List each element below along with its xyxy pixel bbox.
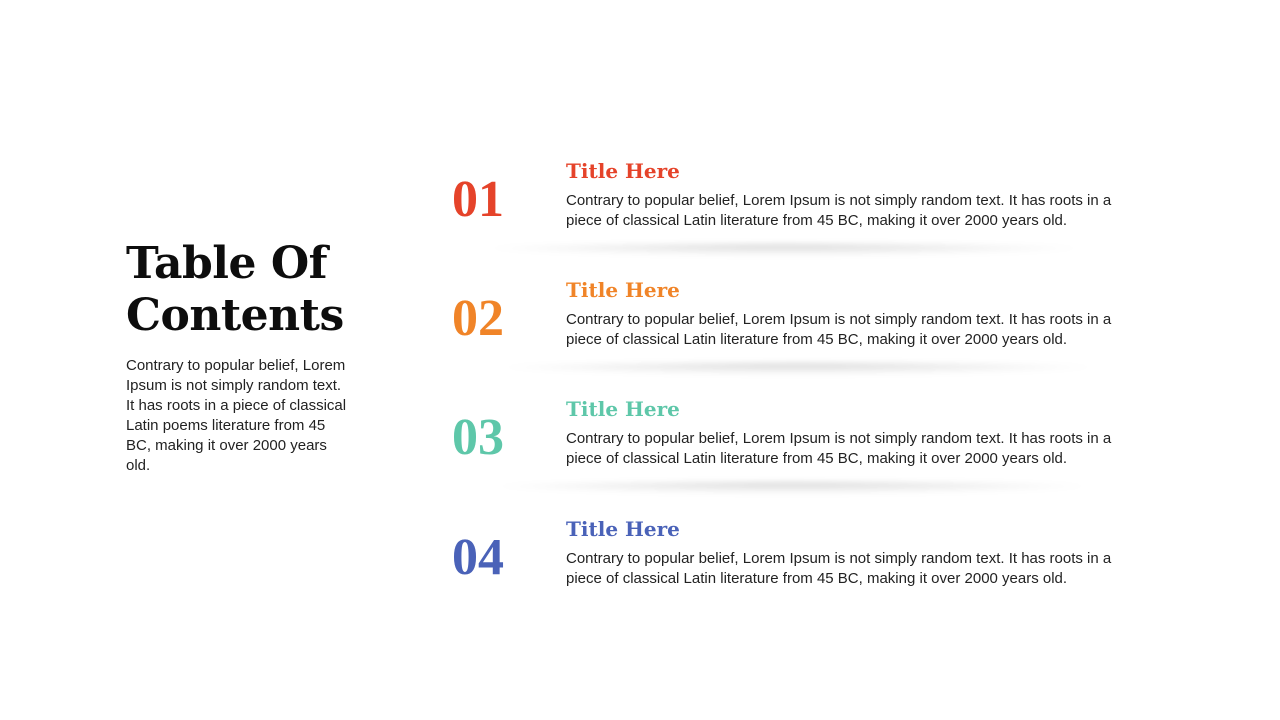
item-number: 02 bbox=[452, 290, 504, 347]
page-description: Contrary to popular belief, Lorem Ipsum is not simply random text. It has roots in a piece of classical Latin poems literature from 45 BC, making it over 2000 years old. bbox=[126, 357, 347, 474]
item-description: Contrary to popular belief, Lorem Ipsum is not simply random text. It has roots in a piece of classical Latin literature from 45 BC, making it over 2000 years old. bbox=[566, 430, 1112, 467]
toc-item-02 bbox=[448, 277, 1148, 387]
item-shadow-divider bbox=[478, 363, 1118, 375]
item-number: 03 bbox=[452, 409, 504, 466]
item-shadow-divider bbox=[472, 482, 1112, 494]
page-title: Table Of Contents bbox=[126, 238, 344, 341]
toc-item-01 bbox=[448, 158, 1148, 268]
toc-item-03 bbox=[448, 396, 1148, 506]
item-description: Contrary to popular belief, Lorem Ipsum is not simply random text. It has roots in a piece of classical Latin literature from 45 BC, making it over 2000 years old. bbox=[566, 550, 1112, 587]
item-number: 04 bbox=[452, 529, 504, 586]
item-title: Title Here bbox=[566, 397, 680, 421]
item-title: Title Here bbox=[566, 278, 680, 302]
intro-panel bbox=[126, 238, 356, 476]
item-number: 01 bbox=[452, 171, 504, 228]
item-description: Contrary to popular belief, Lorem Ipsum is not simply random text. It has roots in a piece of classical Latin literature from 45 BC, making it over 2000 years old. bbox=[566, 192, 1112, 229]
item-title: Title Here bbox=[566, 159, 680, 183]
item-description: Contrary to popular belief, Lorem Ipsum is not simply random text. It has roots in a piece of classical Latin literature from 45 BC, making it over 2000 years old. bbox=[566, 311, 1112, 348]
item-title: Title Here bbox=[566, 517, 680, 541]
item-shadow-divider bbox=[464, 244, 1104, 256]
toc-item-04 bbox=[448, 516, 1148, 626]
